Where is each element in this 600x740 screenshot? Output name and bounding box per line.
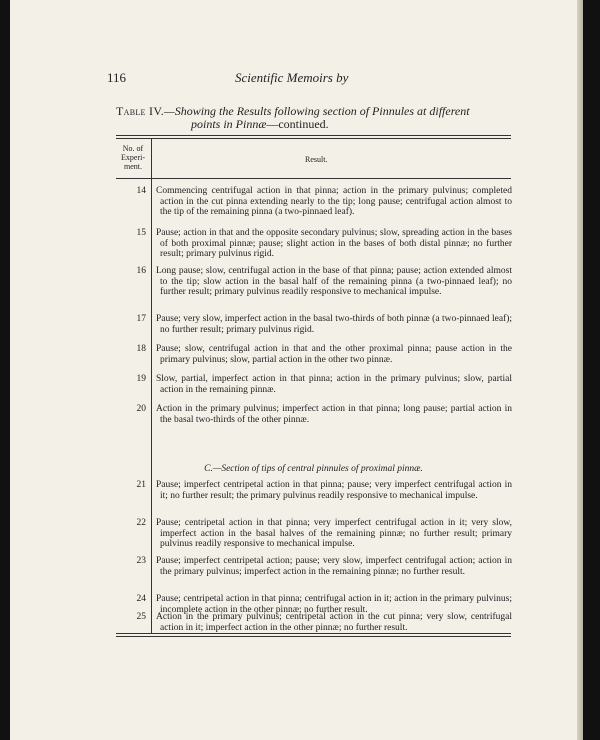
result-text: Pause; centripetal action in that pinna; very imperfect centrifugal action in it; very slow, imperfect action in the basal halves of the remaining pinnæ; no further result; primary pulvinus readily responsive to mechanical impulse.: [156, 518, 512, 550]
table-bottom-rule: [116, 633, 511, 634]
result-text: Action in the primary pulvinus; centripetal action in the cut pinna; very slow, centrifugal action in it; imperfect action in the other pinnæ; no further result.: [156, 612, 512, 633]
page-number: 116: [107, 70, 127, 85]
section-heading: C.—Section of tips of central pinnules of proximal pinnæ.: [204, 464, 423, 474]
page-edge: [577, 0, 583, 740]
column-header-result: Result.: [305, 155, 328, 164]
table-title-line2-italic: points in Pinnæ: [191, 117, 267, 131]
column-divider: [151, 138, 152, 633]
result-text: Action in the primary pulvinus; imperfect action in that pinna; long pause; partial action in the basal two-thirds of the other pinnæ.: [156, 404, 512, 425]
experiment-number: 21: [136, 480, 146, 490]
result-text: Pause; very slow, imperfect action in the basal two-thirds of both pinnæ (a two-pinnaed leaf); no further result; primary pulvinus rigid.: [156, 314, 512, 335]
result-text: Slow, partial, imperfect action in that pinna; action in the primary pulvinus; slow, partial action in the remaining pinnæ.: [156, 374, 512, 395]
table-title-lead: Table IV.: [116, 104, 165, 118]
header-rule: [116, 178, 511, 179]
table-bottom-rule-2: [116, 636, 511, 637]
result-text: Pause; action in that and the opposite secondary pulvinus; slow, spreading action in the bases of both proximal pinnæ; pause; slight action in the bases of both distal pinnæ; no further result; primary pulvinus rigid.: [156, 228, 512, 260]
column-header-experiment: No. of Experi- ment.: [121, 144, 145, 171]
experiment-number: 23: [136, 556, 146, 566]
experiment-number: 16: [136, 266, 146, 276]
experiment-number: 22: [136, 518, 146, 528]
experiment-number: 15: [136, 228, 146, 238]
result-text: Pause; imperfect centripetal action in that pinna; pause; very imperfect centrifugal action in it; no further result; the primary pulvinus readily responsive to mechanical impulse.: [156, 480, 512, 501]
result-text: Pause; slow, centrifugal action in that and the other proximal pinna; pause action in the primary pulvinus; slow, partial action in the other two pinnæ.: [156, 344, 512, 365]
table-title-line2-suffix: —continued.: [266, 117, 329, 131]
running-title: Scientific Memoirs by: [235, 70, 349, 85]
result-text: Long pause; slow, centrifugal action in the base of that pinna; pause; action extended almost to the tip; slow action in the basal half of the remaining pinna (a two-pinnaed leaf); no further result; primary pulvinus readily responsive to mechanical impulse.: [156, 266, 512, 298]
table-title-italic: —Showing the Results following section of Pinnules at different: [164, 104, 470, 118]
experiment-number: 18: [136, 344, 146, 354]
table-title-line2: [116, 118, 511, 131]
table-title: [116, 105, 511, 131]
result-text: Commencing centrifugal action in that pinna; action in the primary pulvinus; completed action in the cut pinna extending nearly to the tip; long pause; centrifugal action almost to the tip of the remaining pinna (a two-pinnaed leaf).: [156, 186, 512, 218]
experiment-number: 19: [136, 374, 146, 384]
experiment-number: 14: [136, 186, 146, 196]
experiment-number: 25: [136, 612, 146, 622]
table-top-rule-2: [116, 138, 511, 139]
experiment-number: 17: [136, 314, 146, 324]
result-text: Pause; centripetal action in that pinna; centrifugal action in it; action in the primary pulvinus; incomplete action in the other pinnæ; no further result.: [156, 594, 512, 615]
experiment-number: 24: [136, 594, 146, 604]
experiment-number: 20: [136, 404, 146, 414]
table-top-rule: [116, 135, 511, 136]
result-text: Pause; imperfect centripetal action; pause; very slow, imperfect centrifugal action; action in the primary pulvinus; imperfect action in the remaining pinnæ; no further result.: [156, 556, 512, 577]
